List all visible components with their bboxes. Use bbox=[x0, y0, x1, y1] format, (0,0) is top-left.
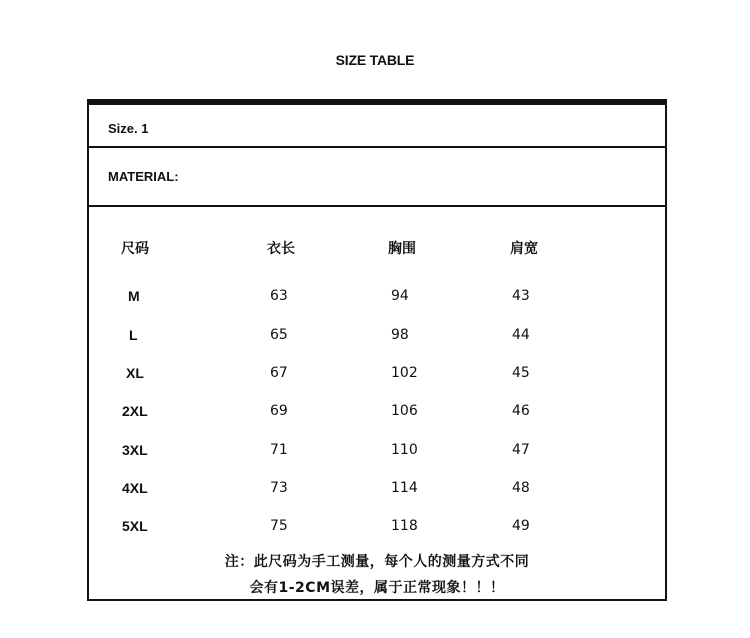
table-cell-size: 3XL bbox=[122, 442, 148, 458]
table-cell-length: 67 bbox=[270, 365, 288, 381]
table-cell-length: 69 bbox=[270, 403, 288, 419]
table-cell-size: 4XL bbox=[122, 480, 148, 496]
table-cell-shoulder: 46 bbox=[512, 403, 530, 419]
table-top-border bbox=[87, 99, 667, 105]
header-shoulder: 肩宽 bbox=[510, 241, 538, 257]
table-cell-chest: 118 bbox=[391, 518, 418, 534]
table-cell-length: 71 bbox=[270, 442, 288, 458]
table-cell-chest: 98 bbox=[391, 327, 409, 343]
page-title: SIZE TABLE bbox=[335, 52, 415, 68]
table-cell-shoulder: 44 bbox=[512, 327, 530, 343]
measurement-note-line1: 注：此尺码为手工测量，每个人的测量方式不同 bbox=[224, 554, 530, 570]
header-chest: 胸围 bbox=[388, 241, 416, 257]
divider bbox=[87, 205, 667, 207]
table-cell-length: 65 bbox=[270, 327, 288, 343]
header-size: 尺码 bbox=[121, 241, 149, 257]
table-cell-chest: 106 bbox=[391, 403, 418, 419]
table-cell-length: 73 bbox=[270, 480, 288, 496]
table-cell-size: 2XL bbox=[122, 403, 148, 419]
table-cell-length: 75 bbox=[270, 518, 288, 534]
table-cell-shoulder: 45 bbox=[512, 365, 530, 381]
table-cell-chest: 102 bbox=[391, 365, 418, 381]
table-cell-chest: 114 bbox=[391, 480, 418, 496]
table-cell-chest: 94 bbox=[391, 288, 409, 304]
table-cell-chest: 110 bbox=[391, 442, 418, 458]
table-cell-shoulder: 43 bbox=[512, 288, 530, 304]
size-label: Size. 1 bbox=[108, 121, 149, 136]
table-cell-shoulder: 49 bbox=[512, 518, 530, 534]
measurement-note-line2: 会有1-2CM误差，属于正常现象！！！ bbox=[249, 580, 505, 596]
table-cell-size: 5XL bbox=[122, 518, 148, 534]
material-label: MATERIAL: bbox=[108, 169, 179, 184]
table-cell-length: 63 bbox=[270, 288, 288, 304]
header-length: 衣长 bbox=[267, 241, 295, 257]
table-cell-size: M bbox=[128, 288, 140, 304]
table-cell-shoulder: 47 bbox=[512, 442, 530, 458]
divider bbox=[87, 146, 667, 148]
table-cell-size: XL bbox=[126, 365, 144, 381]
table-cell-size: L bbox=[129, 327, 138, 343]
table-cell-shoulder: 48 bbox=[512, 480, 530, 496]
